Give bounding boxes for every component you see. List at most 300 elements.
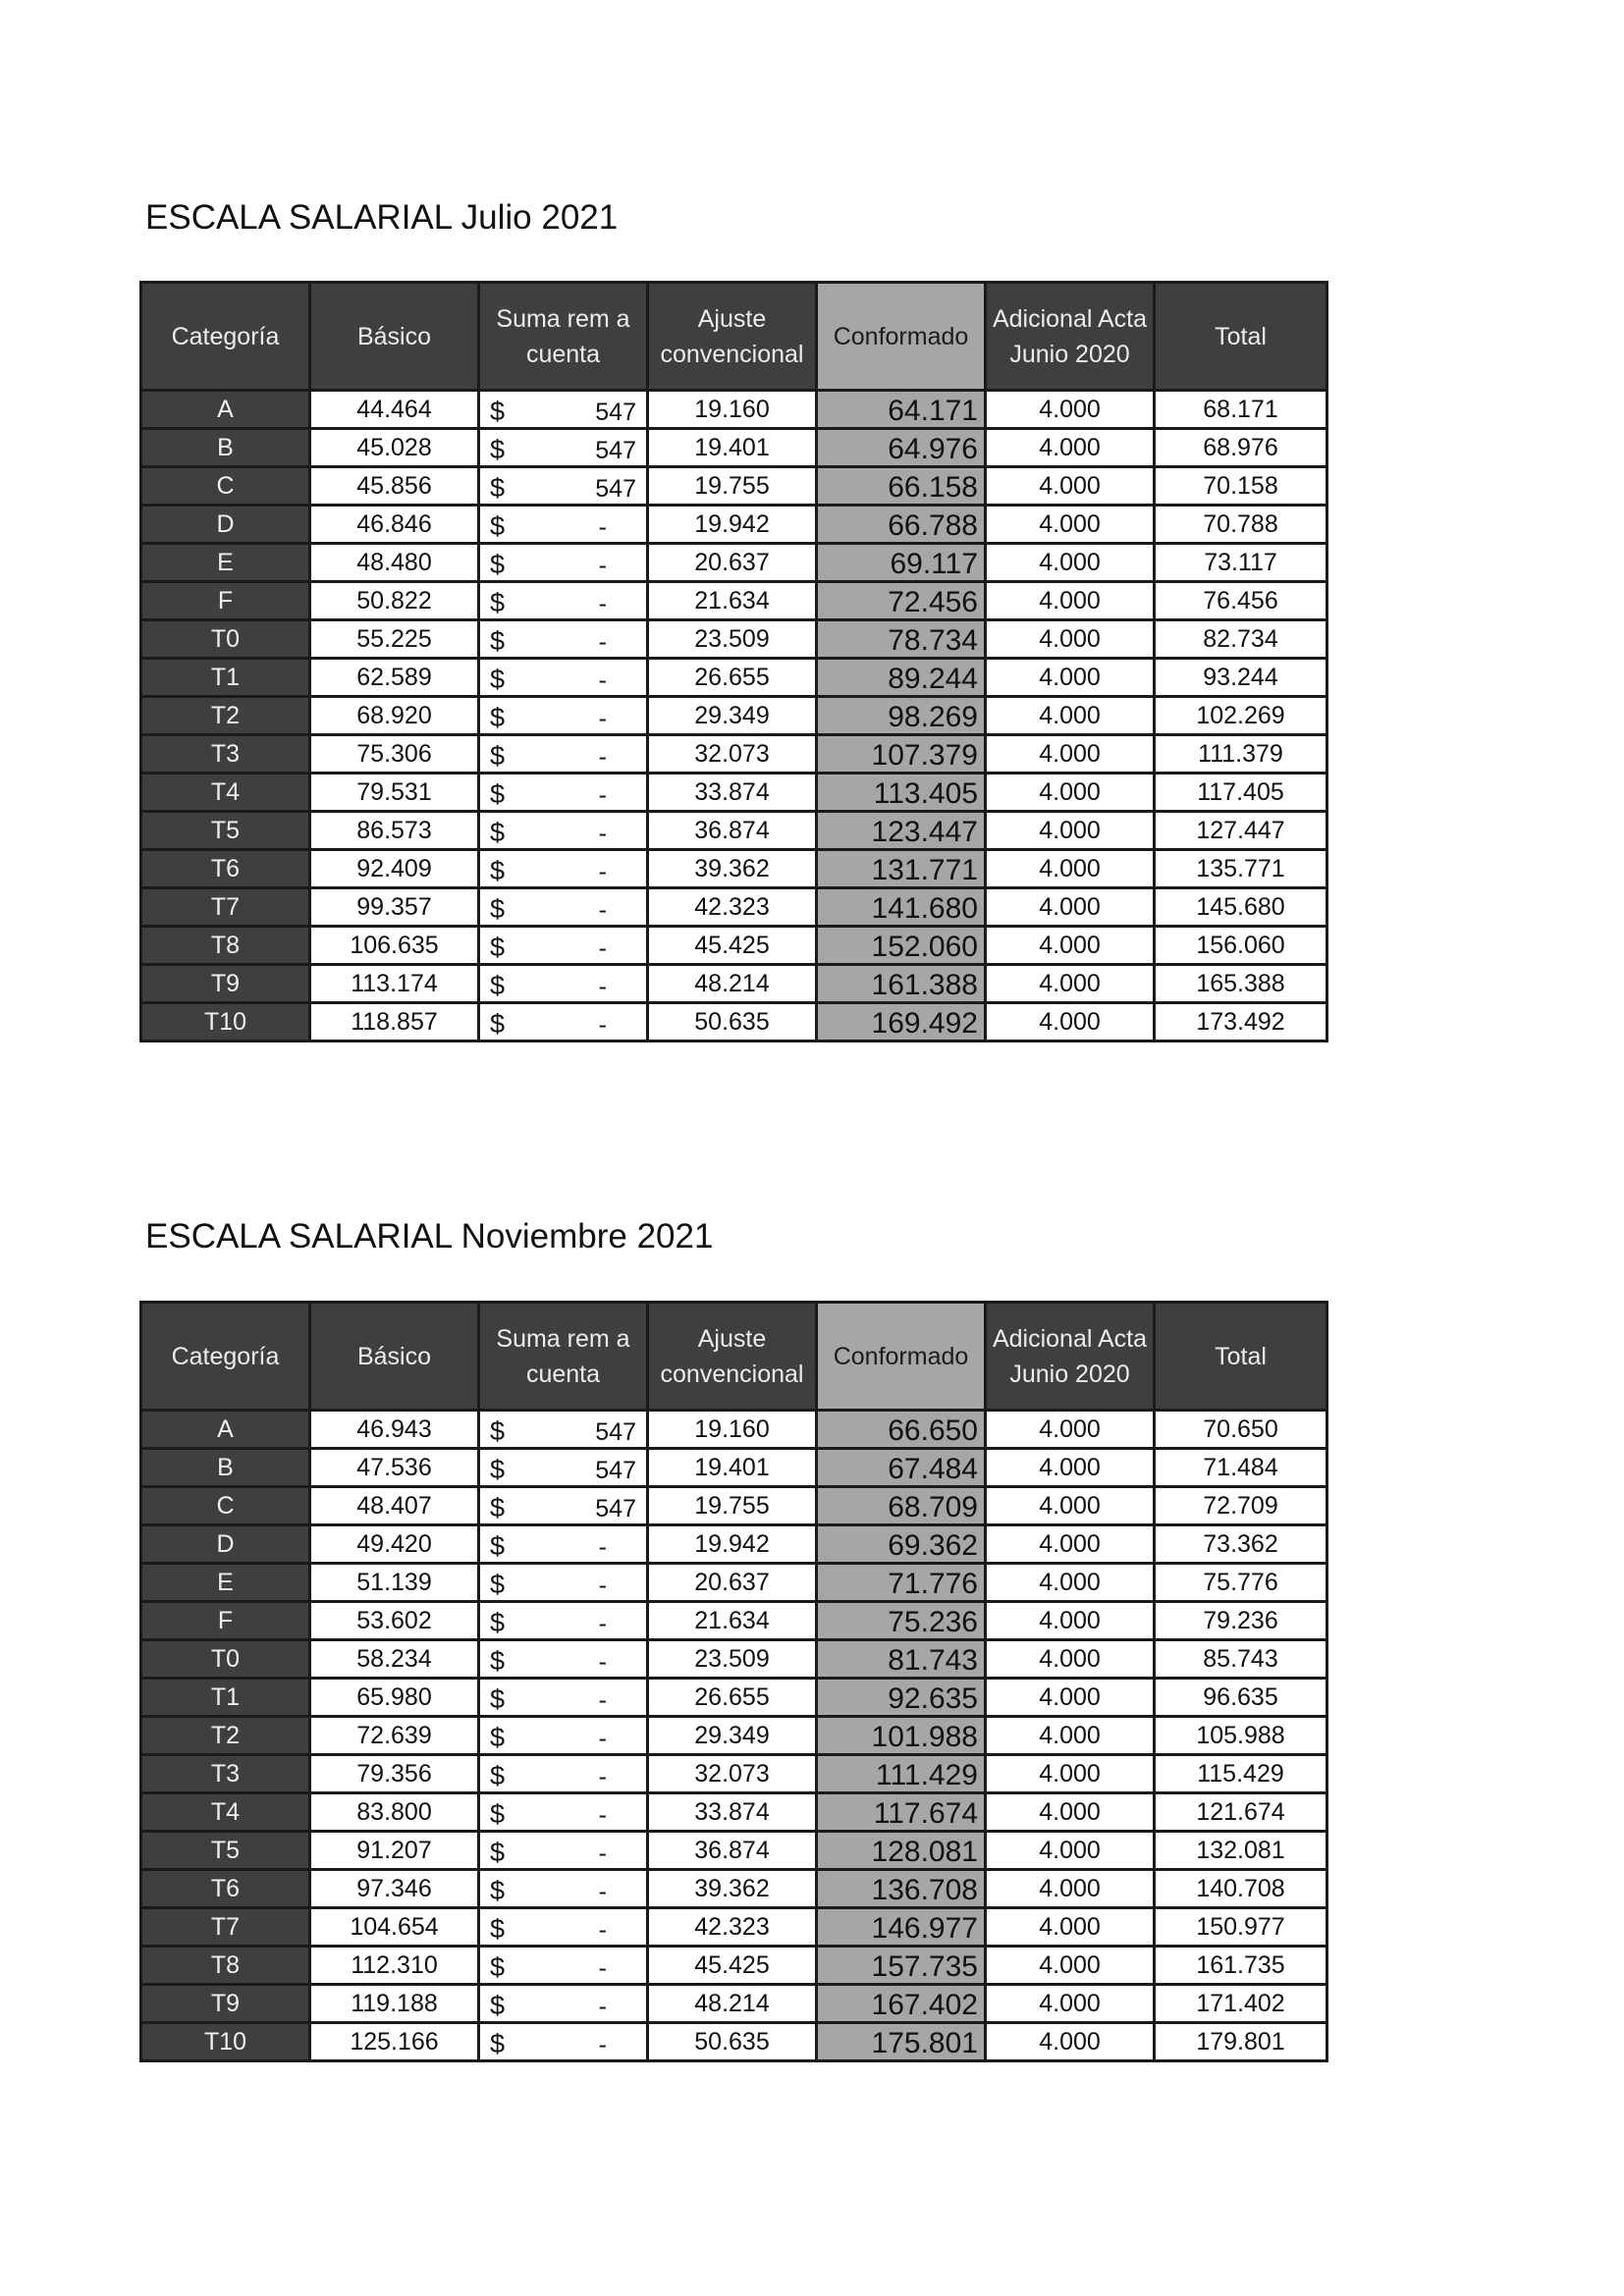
suma-amount: 547	[595, 1456, 636, 1484]
cell-basico: 86.573	[310, 812, 479, 850]
suma-amount: 547	[595, 474, 636, 503]
cell-ajuste: 21.634	[648, 1602, 817, 1640]
cell-total: 73.362	[1155, 1525, 1327, 1564]
cell-adicional: 4.000	[986, 467, 1155, 506]
table-row	[141, 1564, 1327, 1602]
cell-ajuste: 19.755	[648, 1487, 817, 1525]
header-conformado: Conformado	[817, 283, 986, 391]
table-row	[141, 1985, 1327, 2023]
table-row	[141, 620, 1327, 659]
suma-amount: -	[598, 1571, 607, 1599]
table-row	[141, 1908, 1327, 1947]
cell-total: 70.788	[1155, 506, 1327, 544]
cell-adicional: 4.000	[986, 1640, 1155, 1679]
cell-basico: 104.654	[310, 1908, 479, 1947]
cell-adicional: 4.000	[986, 1525, 1155, 1564]
cell-basico: 49.420	[310, 1525, 479, 1564]
table-row	[141, 1870, 1327, 1908]
cell-conformado: 98.269	[817, 697, 986, 735]
cell-suma	[479, 544, 648, 582]
header-row	[141, 1303, 1327, 1411]
currency-symbol: $	[490, 1684, 506, 1714]
cell-suma	[479, 735, 648, 774]
table-body	[141, 391, 1327, 1041]
cell-adicional: 4.000	[986, 774, 1155, 812]
suma-amount: -	[598, 1953, 607, 1982]
table-row	[141, 927, 1327, 965]
cell-suma	[479, 1602, 648, 1640]
cell-adicional: 4.000	[986, 1679, 1155, 1717]
cell-basico: 65.980	[310, 1679, 479, 1717]
cell-ajuste: 19.160	[648, 391, 817, 429]
currency-symbol: $	[490, 741, 506, 771]
cell-ajuste: 50.635	[648, 2023, 817, 2061]
suma-amount: -	[598, 895, 607, 924]
currency-symbol: $	[490, 1416, 506, 1446]
cell-conformado: 69.362	[817, 1525, 986, 1564]
cell-suma	[479, 391, 648, 429]
currency-symbol: $	[490, 971, 506, 1000]
cell-adicional: 4.000	[986, 888, 1155, 927]
cell-ajuste: 29.349	[648, 1717, 817, 1755]
currency-symbol: $	[490, 397, 506, 426]
cell-categoria: T10	[141, 1003, 310, 1041]
cell-categoria: E	[141, 544, 310, 582]
cell-adicional: 4.000	[986, 1003, 1155, 1041]
table-title-noviembre: ESCALA SALARIAL Noviembre 2021	[145, 1217, 714, 1255]
table-row	[141, 1449, 1327, 1487]
cell-suma	[479, 774, 648, 812]
header-ajuste: Ajuste convencional	[648, 1303, 817, 1411]
cell-conformado: 69.117	[817, 544, 986, 582]
cell-basico: 46.943	[310, 1411, 479, 1449]
table-row	[141, 506, 1327, 544]
cell-basico: 119.188	[310, 1985, 479, 2023]
cell-basico: 92.409	[310, 850, 479, 888]
cell-adicional: 4.000	[986, 544, 1155, 582]
cell-total: 70.650	[1155, 1411, 1327, 1449]
cell-conformado: 117.674	[817, 1793, 986, 1832]
currency-symbol: $	[490, 1952, 506, 1982]
currency-symbol: $	[490, 473, 506, 503]
currency-symbol: $	[490, 626, 506, 656]
cell-ajuste: 39.362	[648, 850, 817, 888]
table-row	[141, 850, 1327, 888]
cell-ajuste: 48.214	[648, 965, 817, 1003]
cell-total: 102.269	[1155, 697, 1327, 735]
cell-adicional: 4.000	[986, 1832, 1155, 1870]
suma-amount: -	[598, 627, 607, 656]
cell-total: 135.771	[1155, 850, 1327, 888]
cell-suma	[479, 1985, 648, 2023]
cell-adicional: 4.000	[986, 1908, 1155, 1947]
cell-conformado: 157.735	[817, 1947, 986, 1985]
cell-suma	[479, 582, 648, 620]
cell-total: 140.708	[1155, 1870, 1327, 1908]
suma-amount: -	[598, 780, 607, 809]
suma-amount: -	[598, 1800, 607, 1829]
header-total: Total	[1155, 1303, 1327, 1411]
cell-total: 72.709	[1155, 1487, 1327, 1525]
cell-categoria: T6	[141, 1870, 310, 1908]
cell-categoria: T8	[141, 927, 310, 965]
currency-symbol: $	[490, 1723, 506, 1752]
salary-table-noviembre	[139, 1301, 1328, 2062]
cell-conformado: 136.708	[817, 1870, 986, 1908]
currency-symbol: $	[490, 856, 506, 885]
table-row	[141, 659, 1327, 697]
cell-adicional: 4.000	[986, 697, 1155, 735]
cell-basico: 48.407	[310, 1487, 479, 1525]
cell-adicional: 4.000	[986, 2023, 1155, 2061]
cell-ajuste: 50.635	[648, 1003, 817, 1041]
cell-basico: 91.207	[310, 1832, 479, 1870]
table-row	[141, 812, 1327, 850]
header-adicional: Adicional Acta Junio 2020	[986, 283, 1155, 391]
table-row	[141, 888, 1327, 927]
currency-symbol: $	[490, 1493, 506, 1522]
suma-amount: -	[598, 1532, 607, 1561]
cell-basico: 106.635	[310, 927, 479, 965]
cell-categoria: T10	[141, 2023, 310, 2061]
currency-symbol: $	[490, 665, 506, 694]
cell-basico: 46.846	[310, 506, 479, 544]
currency-symbol: $	[490, 550, 506, 579]
cell-conformado: 161.388	[817, 965, 986, 1003]
suma-amount: 547	[595, 436, 636, 464]
cell-adicional: 4.000	[986, 620, 1155, 659]
cell-total: 117.405	[1155, 774, 1327, 812]
cell-categoria: A	[141, 391, 310, 429]
cell-ajuste: 23.509	[648, 620, 817, 659]
cell-ajuste: 23.509	[648, 1640, 817, 1679]
cell-adicional: 4.000	[986, 850, 1155, 888]
cell-total: 145.680	[1155, 888, 1327, 927]
table-row	[141, 391, 1327, 429]
cell-ajuste: 33.874	[648, 1793, 817, 1832]
cell-basico: 55.225	[310, 620, 479, 659]
table-row	[141, 1525, 1327, 1564]
cell-conformado: 89.244	[817, 659, 986, 697]
cell-suma	[479, 2023, 648, 2061]
cell-suma	[479, 620, 648, 659]
cell-total: 79.236	[1155, 1602, 1327, 1640]
suma-amount: -	[598, 1992, 607, 2020]
cell-total: 70.158	[1155, 467, 1327, 506]
cell-total: 111.379	[1155, 735, 1327, 774]
cell-conformado: 111.429	[817, 1755, 986, 1793]
cell-total: 121.674	[1155, 1793, 1327, 1832]
cell-conformado: 107.379	[817, 735, 986, 774]
cell-adicional: 4.000	[986, 1985, 1155, 2023]
cell-basico: 45.028	[310, 429, 479, 467]
cell-suma	[479, 1832, 648, 1870]
cell-categoria: B	[141, 1449, 310, 1487]
cell-conformado: 141.680	[817, 888, 986, 927]
cell-conformado: 75.236	[817, 1602, 986, 1640]
cell-basico: 97.346	[310, 1870, 479, 1908]
cell-total: 132.081	[1155, 1832, 1327, 1870]
cell-suma	[479, 1947, 648, 1985]
cell-ajuste: 48.214	[648, 1985, 817, 2023]
cell-total: 76.456	[1155, 582, 1327, 620]
table-row	[141, 1411, 1327, 1449]
currency-symbol: $	[490, 703, 506, 732]
currency-symbol: $	[490, 1531, 506, 1561]
currency-symbol: $	[490, 1876, 506, 1905]
cell-ajuste: 26.655	[648, 659, 817, 697]
table-row	[141, 735, 1327, 774]
cell-basico: 51.139	[310, 1564, 479, 1602]
suma-amount: -	[598, 1010, 607, 1039]
cell-conformado: 81.743	[817, 1640, 986, 1679]
currency-symbol: $	[490, 1608, 506, 1637]
currency-symbol: $	[490, 1570, 506, 1599]
cell-ajuste: 26.655	[648, 1679, 817, 1717]
header-ajuste: Ajuste convencional	[648, 283, 817, 391]
salary-table-julio	[139, 281, 1328, 1042]
suma-amount: -	[598, 857, 607, 885]
cell-categoria: D	[141, 506, 310, 544]
cell-ajuste: 32.073	[648, 1755, 817, 1793]
suma-amount: 547	[595, 1494, 636, 1522]
cell-categoria: B	[141, 429, 310, 467]
cell-total: 96.635	[1155, 1679, 1327, 1717]
cell-total: 105.988	[1155, 1717, 1327, 1755]
cell-categoria: D	[141, 1525, 310, 1564]
cell-ajuste: 19.401	[648, 1449, 817, 1487]
cell-total: 165.388	[1155, 965, 1327, 1003]
cell-categoria: F	[141, 582, 310, 620]
cell-basico: 53.602	[310, 1602, 479, 1640]
cell-ajuste: 19.160	[648, 1411, 817, 1449]
cell-ajuste: 20.637	[648, 1564, 817, 1602]
cell-conformado: 101.988	[817, 1717, 986, 1755]
header-categoria: Categoría	[141, 283, 310, 391]
cell-suma	[479, 1717, 648, 1755]
table-row	[141, 1755, 1327, 1793]
cell-total: 150.977	[1155, 1908, 1327, 1947]
suma-amount: -	[598, 704, 607, 732]
currency-symbol: $	[490, 894, 506, 924]
cell-total: 127.447	[1155, 812, 1327, 850]
cell-conformado: 167.402	[817, 1985, 986, 2023]
header-basico: Básico	[310, 283, 479, 391]
cell-categoria: T2	[141, 1717, 310, 1755]
cell-total: 156.060	[1155, 927, 1327, 965]
cell-conformado: 67.484	[817, 1449, 986, 1487]
cell-basico: 79.356	[310, 1755, 479, 1793]
table-row	[141, 467, 1327, 506]
cell-total: 179.801	[1155, 2023, 1327, 2061]
cell-adicional: 4.000	[986, 735, 1155, 774]
cell-basico: 99.357	[310, 888, 479, 927]
cell-suma	[479, 1870, 648, 1908]
table-row	[141, 774, 1327, 812]
table-row	[141, 582, 1327, 620]
cell-categoria: F	[141, 1602, 310, 1640]
cell-ajuste: 36.874	[648, 1832, 817, 1870]
cell-suma	[479, 467, 648, 506]
currency-symbol: $	[490, 511, 506, 541]
suma-amount: -	[598, 589, 607, 617]
cell-suma	[479, 1755, 648, 1793]
cell-ajuste: 39.362	[648, 1870, 817, 1908]
cell-conformado: 64.171	[817, 391, 986, 429]
cell-suma	[479, 850, 648, 888]
currency-symbol: $	[490, 2029, 506, 2058]
cell-ajuste: 21.634	[648, 582, 817, 620]
cell-ajuste: 33.874	[648, 774, 817, 812]
cell-basico: 48.480	[310, 544, 479, 582]
cell-adicional: 4.000	[986, 659, 1155, 697]
cell-total: 173.492	[1155, 1003, 1327, 1041]
cell-categoria: T9	[141, 1985, 310, 2023]
cell-ajuste: 19.401	[648, 429, 817, 467]
cell-suma	[479, 1003, 648, 1041]
cell-basico: 79.531	[310, 774, 479, 812]
currency-symbol: $	[490, 1646, 506, 1676]
suma-amount: -	[598, 819, 607, 847]
cell-conformado: 128.081	[817, 1832, 986, 1870]
cell-total: 85.743	[1155, 1640, 1327, 1679]
cell-categoria: T6	[141, 850, 310, 888]
table-row	[141, 1003, 1327, 1041]
cell-suma	[479, 1411, 648, 1449]
cell-adicional: 4.000	[986, 1755, 1155, 1793]
currency-symbol: $	[490, 779, 506, 809]
cell-suma	[479, 888, 648, 927]
cell-categoria: A	[141, 1411, 310, 1449]
cell-conformado: 92.635	[817, 1679, 986, 1717]
cell-suma	[479, 1525, 648, 1564]
cell-categoria: T7	[141, 1908, 310, 1947]
cell-ajuste: 32.073	[648, 735, 817, 774]
cell-basico: 47.536	[310, 1449, 479, 1487]
table-row	[141, 1640, 1327, 1679]
cell-conformado: 131.771	[817, 850, 986, 888]
cell-categoria: T1	[141, 659, 310, 697]
cell-categoria: T0	[141, 620, 310, 659]
suma-amount: -	[598, 1915, 607, 1944]
cell-adicional: 4.000	[986, 1449, 1155, 1487]
currency-symbol: $	[490, 1914, 506, 1944]
suma-amount: -	[598, 742, 607, 771]
table-title-julio: ESCALA SALARIAL Julio 2021	[145, 198, 619, 237]
cell-suma	[479, 506, 648, 544]
cell-ajuste: 45.425	[648, 927, 817, 965]
cell-conformado: 152.060	[817, 927, 986, 965]
cell-categoria: C	[141, 1487, 310, 1525]
cell-adicional: 4.000	[986, 812, 1155, 850]
cell-total: 73.117	[1155, 544, 1327, 582]
suma-amount: -	[598, 1762, 607, 1790]
table-row	[141, 1602, 1327, 1640]
cell-adicional: 4.000	[986, 1411, 1155, 1449]
cell-conformado: 66.788	[817, 506, 986, 544]
cell-suma	[479, 965, 648, 1003]
cell-categoria: T4	[141, 1793, 310, 1832]
currency-symbol: $	[490, 818, 506, 847]
cell-basico: 45.856	[310, 467, 479, 506]
suma-amount: 547	[595, 1417, 636, 1446]
cell-categoria: T1	[141, 1679, 310, 1717]
header-conformado: Conformado	[817, 1303, 986, 1411]
currency-symbol: $	[490, 1838, 506, 1867]
suma-amount: -	[598, 512, 607, 541]
cell-adicional: 4.000	[986, 927, 1155, 965]
cell-categoria: T5	[141, 1832, 310, 1870]
cell-suma	[479, 1487, 648, 1525]
currency-symbol: $	[490, 588, 506, 617]
cell-categoria: T8	[141, 1947, 310, 1985]
cell-total: 82.734	[1155, 620, 1327, 659]
suma-amount: -	[598, 1685, 607, 1714]
header-basico: Básico	[310, 1303, 479, 1411]
cell-adicional: 4.000	[986, 1602, 1155, 1640]
currency-symbol: $	[490, 1455, 506, 1484]
cell-suma	[479, 1564, 648, 1602]
cell-basico: 58.234	[310, 1640, 479, 1679]
cell-adicional: 4.000	[986, 391, 1155, 429]
cell-ajuste: 19.942	[648, 1525, 817, 1564]
table-row	[141, 429, 1327, 467]
cell-adicional: 4.000	[986, 1717, 1155, 1755]
cell-conformado: 72.456	[817, 582, 986, 620]
cell-adicional: 4.000	[986, 506, 1155, 544]
suma-amount: -	[598, 934, 607, 962]
cell-basico: 50.822	[310, 582, 479, 620]
header-categoria: Categoría	[141, 1303, 310, 1411]
cell-categoria: T9	[141, 965, 310, 1003]
cell-total: 171.402	[1155, 1985, 1327, 2023]
cell-basico: 113.174	[310, 965, 479, 1003]
currency-symbol: $	[490, 1991, 506, 2020]
header-total: Total	[1155, 283, 1327, 391]
table-row	[141, 2023, 1327, 2061]
table-row	[141, 1947, 1327, 1985]
header-row	[141, 283, 1327, 391]
table-row	[141, 1793, 1327, 1832]
cell-total: 71.484	[1155, 1449, 1327, 1487]
table-row	[141, 1679, 1327, 1717]
table-row	[141, 965, 1327, 1003]
table-row	[141, 697, 1327, 735]
cell-categoria: E	[141, 1564, 310, 1602]
cell-basico: 62.589	[310, 659, 479, 697]
cell-conformado: 66.650	[817, 1411, 986, 1449]
cell-suma	[479, 1793, 648, 1832]
cell-adicional: 4.000	[986, 429, 1155, 467]
cell-adicional: 4.000	[986, 1947, 1155, 1985]
suma-amount: -	[598, 1839, 607, 1867]
header-suma: Suma rem a cuenta	[479, 283, 648, 391]
suma-amount: -	[598, 666, 607, 694]
cell-categoria: T2	[141, 697, 310, 735]
cell-suma	[479, 429, 648, 467]
table-row	[141, 544, 1327, 582]
cell-conformado: 146.977	[817, 1908, 986, 1947]
cell-categoria: T3	[141, 1755, 310, 1793]
cell-ajuste: 20.637	[648, 544, 817, 582]
cell-total: 115.429	[1155, 1755, 1327, 1793]
cell-basico: 68.920	[310, 697, 479, 735]
currency-symbol: $	[490, 1799, 506, 1829]
cell-ajuste: 42.323	[648, 888, 817, 927]
cell-basico: 44.464	[310, 391, 479, 429]
cell-basico: 72.639	[310, 1717, 479, 1755]
cell-basico: 125.166	[310, 2023, 479, 2061]
